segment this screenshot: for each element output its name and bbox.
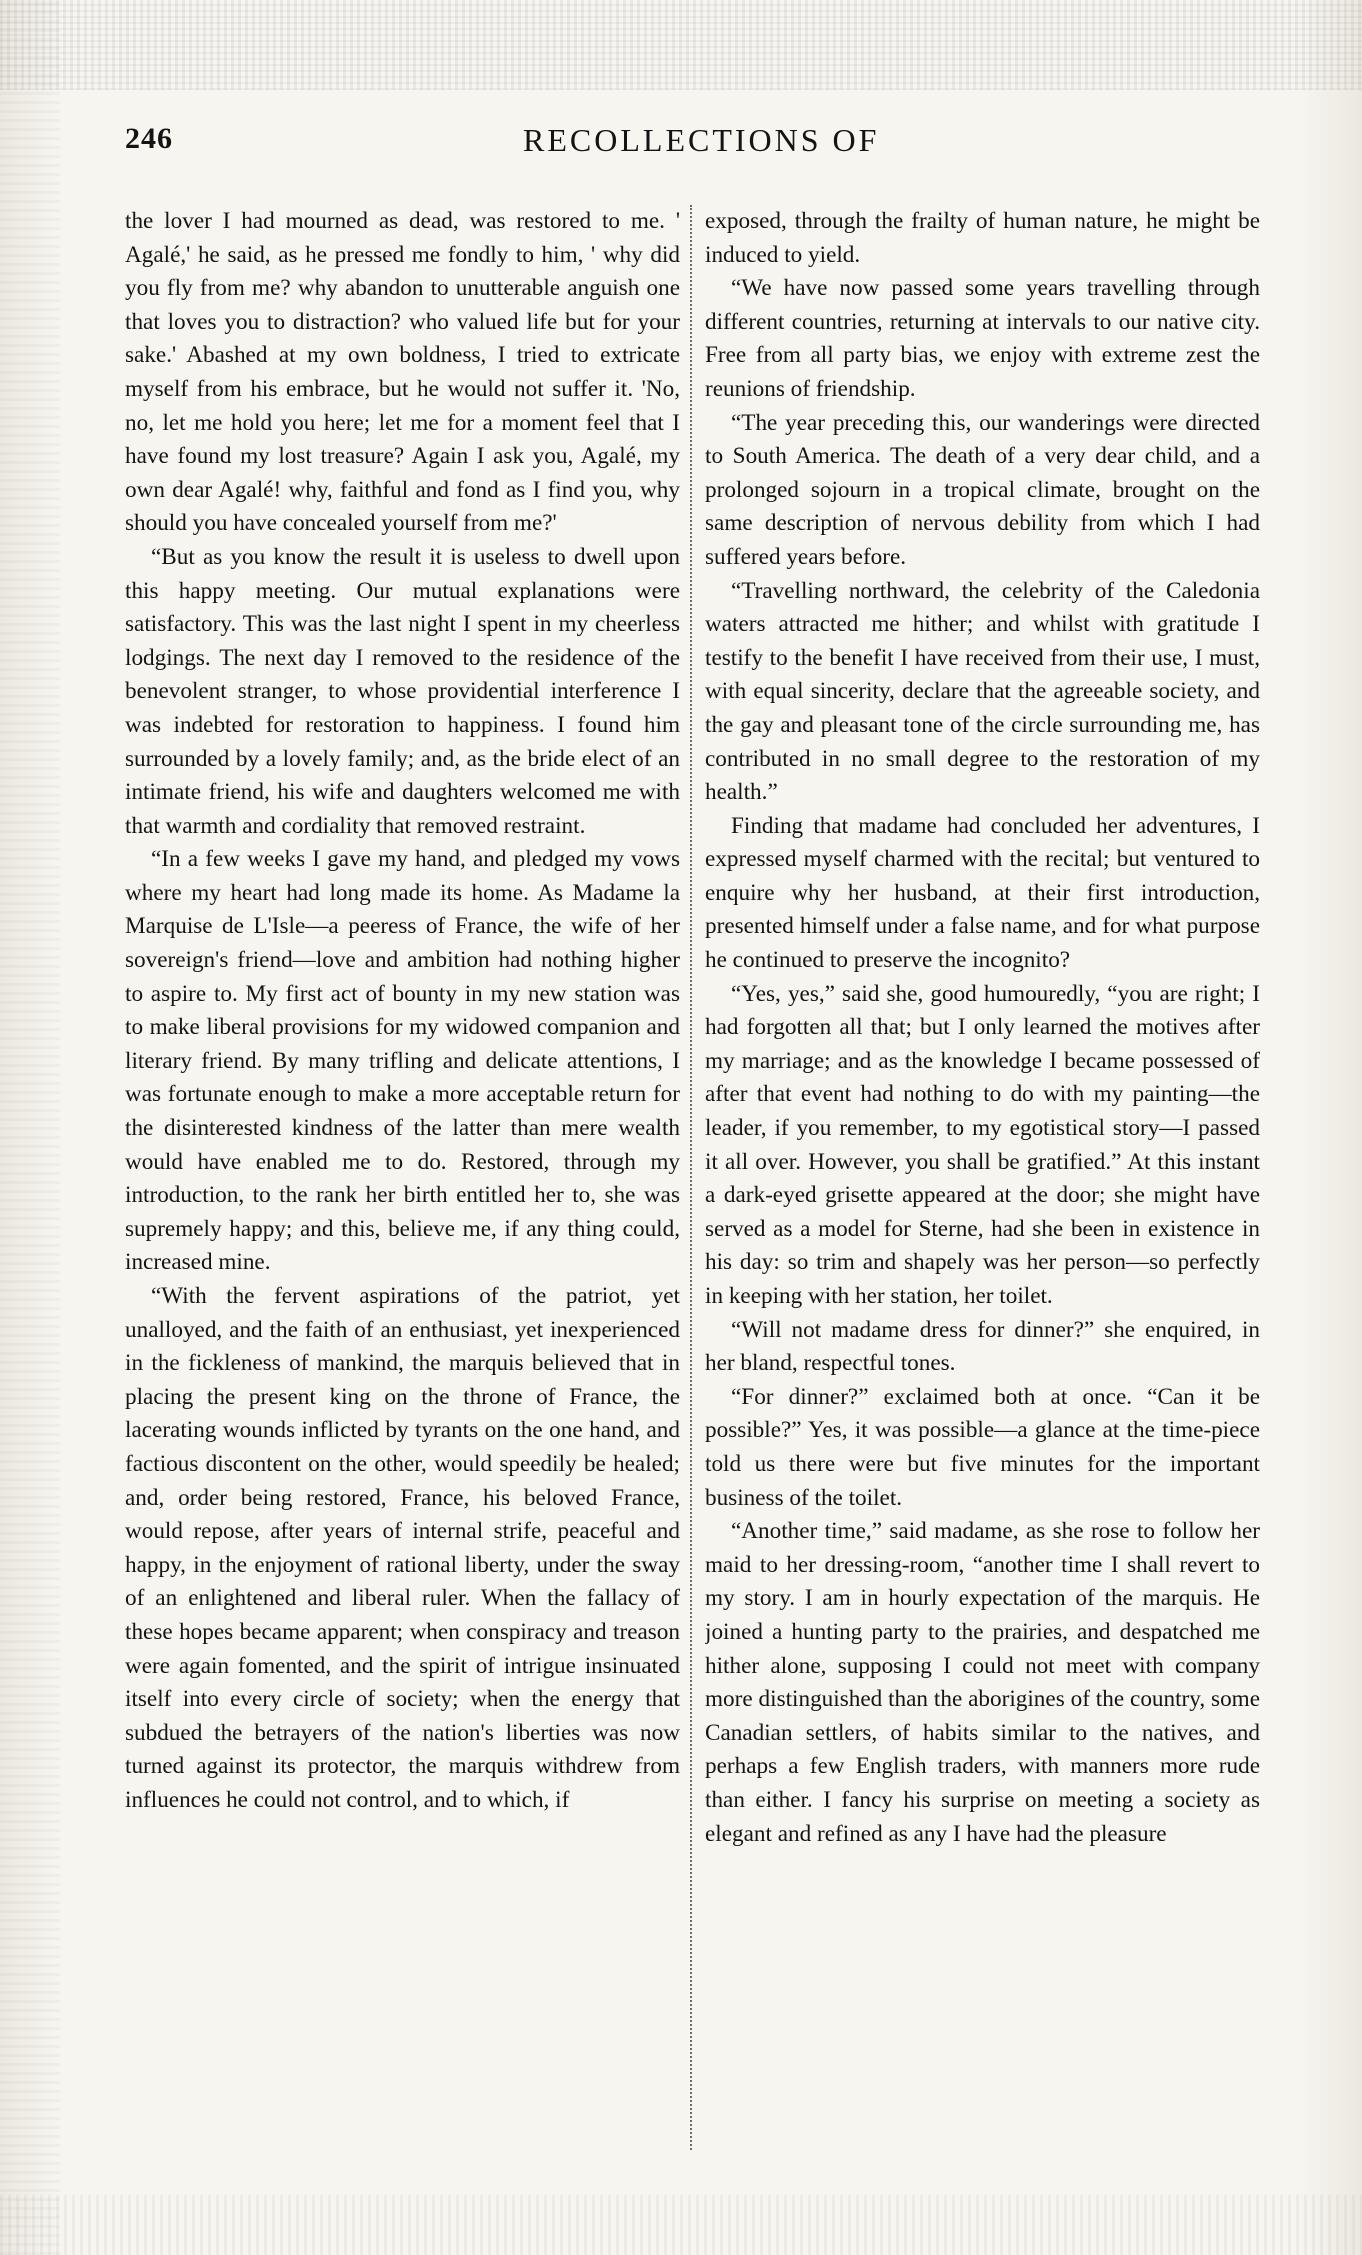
paragraph: “Another time,” said madame, as she rose to follow her maid to her dressing-room, “another time I shall revert to my story. I am in hourly expectation of the marquis. He joined a hunting party to the prairies, and despatched me hither alone, supposing I could not meet with company more distinguished than the aborigines of the country, some Canadian settlers, of habits similar to the natives, and perhaps a few English traders, with manners more rude than either. I fancy his surprise on meeting a society as elegant and refined as any I have had the pleasure	[705, 1518, 1260, 1847]
page-header	[125, 118, 1255, 168]
left-column	[125, 205, 680, 2155]
scan-noise-left	[0, 0, 60, 2255]
paragraph: “In a few weeks I gave my hand, and pledged my vows where my heart had long made its home. As Madame la Marquise de L'Isle—a peeress of France, the wife of her sovereign's friend—love and ambition had nothing higher to aspire to. My first act of bounty in my new station was to make liberal provisions for my widowed companion and literary friend. By many trifling and delicate attentions, I was fortunate enough to make a more acceptable return for the disinterested kindness of the latter than mere wealth would have enabled me to do. Restored, through my introduction, to the rank her birth entitled her to, she was supremely happy; and this, believe me, if any thing could, increased mine.	[125, 846, 680, 1276]
right-column	[705, 205, 1260, 2155]
paragraph: Finding that madame had concluded her adventures, I expressed myself charmed with the recital; but ventured to enquire why her husband, at their first introduction, presented himself under a false name, and for what purpose he continued to preserve the incognito?	[705, 812, 1260, 974]
running-title: RECOLLECTIONS OF	[523, 122, 880, 158]
paragraph: “But as you know the result it is useless to dwell upon this happy meeting. Our mutual explanations were satisfactory. This was the last night I spent in my cheerless lodgings. The next day I removed to the residence of the benevolent stranger, to whose providential interference I was indebted for restoration to happiness. I found him surrounded by a lovely family; and, as the bride elect of an intimate friend, his wife and daughters welcomed me with that warmth and cordiality that removed restraint.	[125, 543, 680, 839]
paragraph: “We have now passed some years travelling through different countries, returning at intervals to our native city. Free from all party bias, we enjoy with extreme zest the reunions of friendship.	[705, 275, 1260, 402]
page-number: 246	[125, 122, 173, 155]
paragraph: “Yes, yes,” said she, good humouredly, “you are right; I had forgotten all that; but I only learned the motives after my marriage; and as the knowledge I became possessed of after that event had nothing to do with my painting—the leader, if you remember, to my egotistical story—I passed it all over. However, you shall be gratified.” At this instant a dark-eyed grisette appeared at the door; she might have served as a model for Sterne, had she been in existence in his day: so trim and shapely was her person—so perfectly in keeping with her station, her toilet.	[705, 980, 1260, 1309]
paragraph: “Travelling northward, the celebrity of the Caledonia waters attracted me hither; and whilst with gratitude I testify to the benefit I have received from their use, I must, with equal sincerity, declare that the agreeable society, and the gay and pleasant tone of the circle surrounding me, has contributed in no small degree to the restoration of my health.”	[705, 577, 1260, 806]
scan-noise-bottom	[0, 2195, 1362, 2255]
paragraph: “For dinner?” exclaimed both at once. “Can it be possible?” Yes, it was possible—a glance at the time-piece told us there were but five minutes for the important business of the toilet.	[705, 1383, 1260, 1511]
paragraph: “Will not madame dress for dinner?” she enquired, in her bland, respectful tones.	[705, 1316, 1260, 1377]
paragraph: the lover I had mourned as dead, was restored to me. ' Agalé,' he said, as he pressed me fondly to him, ' why did you fly from me? why abandon to unutterable anguish one that loves you to distraction? who valued life but for your sake.' Abashed at my own boldness, I tried to extricate myself from his embrace, but he would not suffer it. 'No, no, let me hold you here; let me for a moment feel that I have found my lost treasure? Again I ask you, Agalé, my own dear Agalé! why, faithful and fond as I find you, why should you have concealed yourself from me?'	[125, 208, 680, 537]
paragraph: exposed, through the frailty of human nature, he might be induced to yield.	[705, 208, 1260, 268]
paragraph: “With the fervent aspirations of the patriot, yet unalloyed, and the faith of an enthusiast, yet inexperienced in the fickleness of mankind, the marquis believed that in placing the present king on the throne of France, the lacerating wounds inflicted by tyrants on the one hand, and factious discontent on the other, would speedily be healed; and, order being restored, France, his beloved France, would repose, after years of internal strife, peaceful and happy, in the enjoyment of rational liberty, under the sway of an enlightened and liberal ruler. When the fallacy of these hopes became apparent; when conspiracy and treason were again fomented, and the spirit of intrigue insinuated itself into every circle of society; when the energy that subdued the betrayers of the nation's liberties was now turned against its protector, the marquis withdrew from influences he could not control, and to which, if	[125, 1283, 680, 1813]
column-divider	[690, 205, 692, 2150]
scan-noise-top	[0, 0, 1362, 90]
paragraph: “The year preceding this, our wanderings were directed to South America. The death of a very dear child, and a prolonged sojourn in a tropical climate, brought on the same description of nervous debility from which I had suffered years before.	[705, 409, 1260, 570]
